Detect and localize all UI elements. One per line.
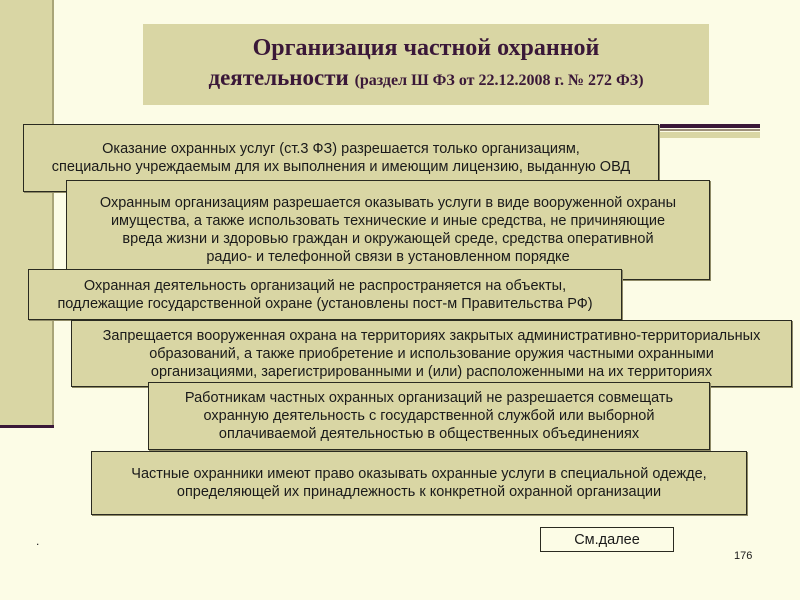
info-box-uniform: Частные охранники имеют право оказывать охранные услуги в специальной одежде, определяющей их принадлежность к конкретной охранной организации — [91, 451, 747, 515]
title-line-1: Организация частной охранной — [252, 35, 600, 61]
info-box-closed-territories: Запрещается вооруженная охрана на территориях закрытых административно-территориальных образований, а также приобретение и использование оружия частными охранными организациями, зарегистрированными и (или) расположенными на их территориях — [71, 320, 792, 387]
right-decor-stripes — [660, 124, 760, 138]
info-box-licensing: Оказание охранных услуг (ст.3 ФЗ) разрешается только организациям, специально учреждаемым для их выполнения и имеющим лицензию, выданную ОВД — [23, 124, 659, 192]
title-subtitle: (раздел Ш ФЗ от 22.12.2008 г. № 272 ФЗ) — [354, 72, 644, 89]
title-line-2-main: деятельности — [208, 65, 349, 90]
left-decor-line — [0, 425, 54, 428]
title-line-2 — [208, 63, 643, 96]
dot-mark: . — [36, 534, 40, 548]
info-box-state-protection: Охранная деятельность организаций не распространяется на объекты, подлежащие государственной охране (установлены пост-м Правительства РФ) — [28, 269, 622, 320]
info-box-combining-service: Работникам частных охранных организаций не разрешается совмещать охранную деятельность с государственной службой или выборной оплачиваемой деятельностью в общественных объединениях — [148, 382, 710, 450]
info-box-armed-guard: Охранным организациям разрешается оказывать услуги в виде вооруженной охраны имущества, а также использовать технические и иные средства, не причиняющие вреда жизни и здоровью граждан и окружающей среде, средства оперативной радио- и телефонной связи в установленном порядке — [66, 180, 710, 280]
page-number: 176 — [734, 550, 753, 562]
see-more-button[interactable]: См.далее — [540, 527, 674, 552]
slide-title — [143, 24, 709, 105]
left-decor-bar — [0, 0, 54, 426]
